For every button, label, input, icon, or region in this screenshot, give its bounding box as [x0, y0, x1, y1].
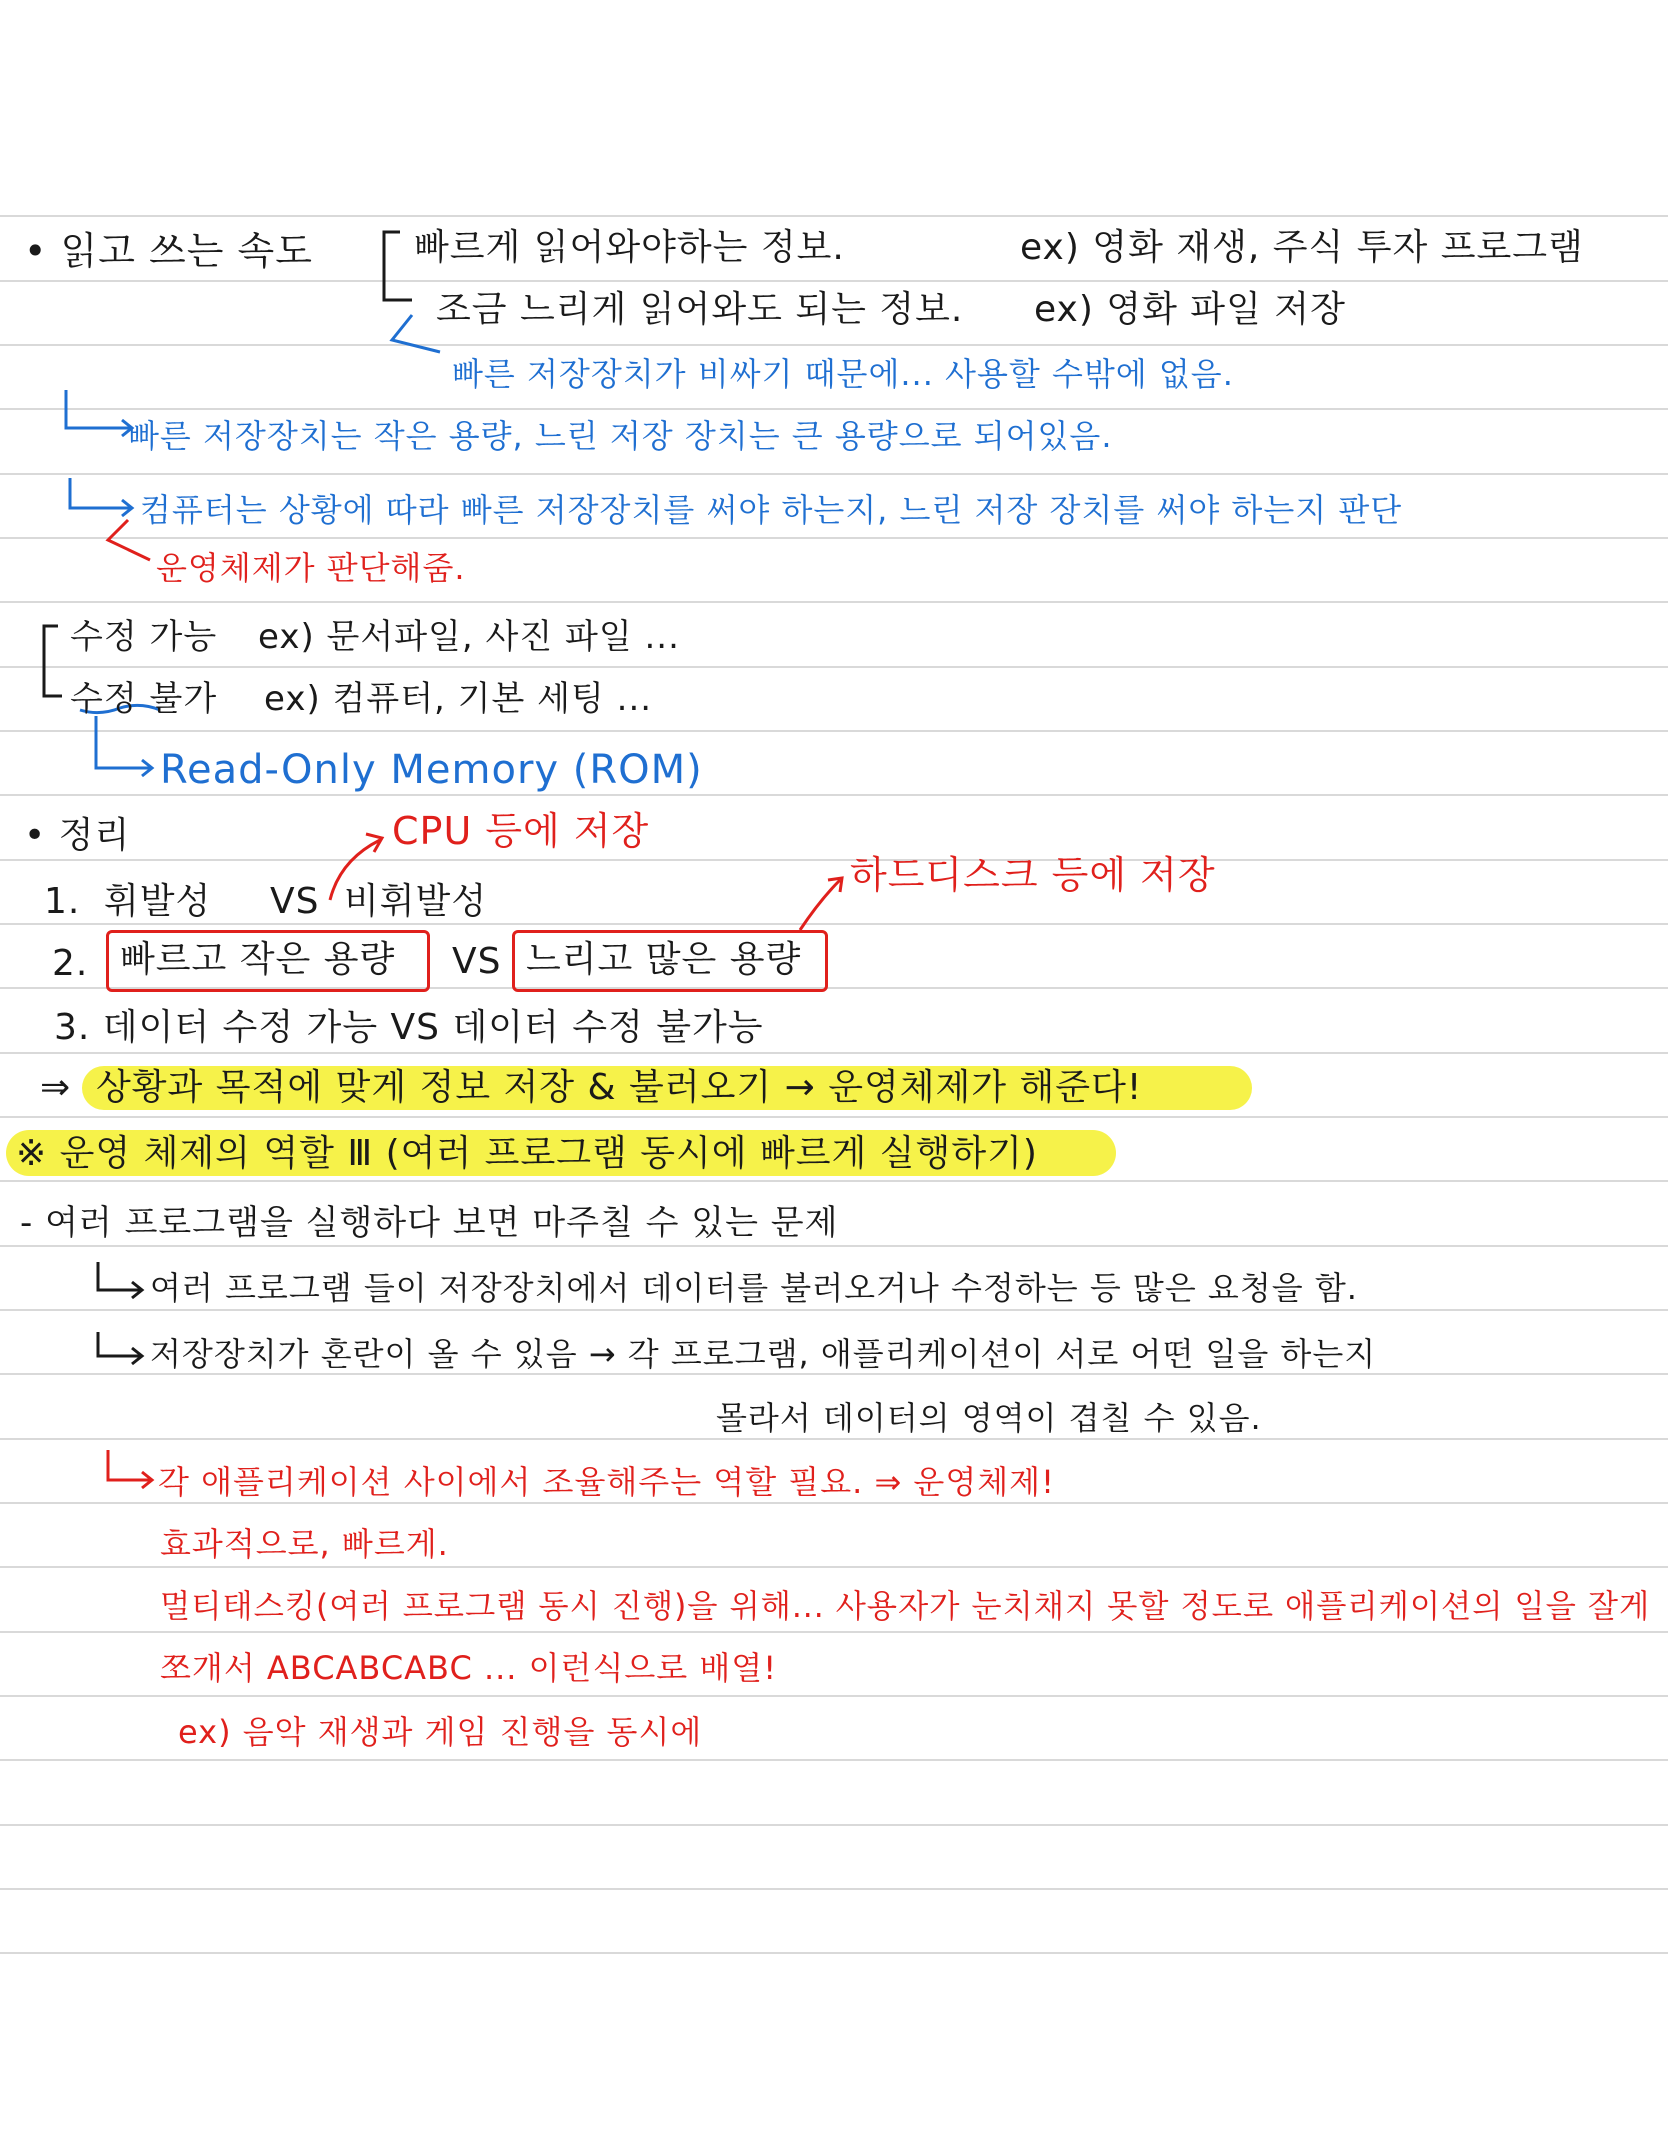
conclusion-arrow: ⇒: [40, 1067, 72, 1108]
item2-vs: VS: [452, 941, 502, 982]
item2-fast-small: 빠르고 작은 용량: [120, 939, 396, 980]
not-editable-example: ex) 컴퓨터, 기본 세팅 ...: [264, 679, 653, 719]
note-judgement: 컴퓨터는 상황에 따라 빠른 저장장치를 써야 하는지, 느린 저장 장치를 써야 하는지 판단: [140, 491, 1403, 529]
item1-nonvolatile: 비휘발성: [344, 881, 488, 922]
item1-number: 1.: [44, 881, 81, 922]
problem-overlap: 몰라서 데이터의 영역이 겹칠 수 있음.: [716, 1399, 1262, 1437]
summary-heading: • 정리: [24, 815, 131, 856]
note-capacity: 빠른 저장장치는 작은 용량, 느린 저장 장치는 큰 용량으로 되어있음.: [128, 417, 1113, 455]
item2-number: 2.: [52, 943, 89, 984]
problem-heading: - 여러 프로그램을 실행하다 보면 마주칠 수 있는 문제: [20, 1203, 839, 1243]
note-expensive: 빠른 저장장치가 비싸기 때문에... 사용할 수밖에 없음.: [452, 355, 1234, 393]
split-note: 쪼개서 ABCABCABC ... 이런식으로 배열!: [160, 1649, 778, 1687]
rom-label: Read-Only Memory (ROM): [160, 747, 703, 793]
item3-editability: 3. 데이터 수정 가능 VS 데이터 수정 불가능: [54, 1007, 764, 1048]
item1-volatile: 휘발성: [104, 881, 212, 922]
item2-slow-large: 느리고 많은 용량: [526, 939, 802, 980]
cpu-note: CPU 등에 저장: [392, 809, 650, 853]
editable-label: 수정 가능: [70, 617, 218, 657]
example-music-game: ex) 음악 재생과 게임 진행을 동시에: [178, 1713, 703, 1751]
role3-heading: ※ 운영 체제의 역할 Ⅲ (여러 프로그램 동시에 빠르게 실행하기): [16, 1133, 1038, 1174]
slow-info-item: 조금 느리게 읽어와도 되는 정보.: [436, 289, 964, 330]
efficient-note: 효과적으로, 빠르게.: [160, 1525, 449, 1563]
problem-requests: 여러 프로그램 들이 저장장치에서 데이터를 불러오거나 수정하는 등 많은 요청을 함.: [150, 1269, 1358, 1307]
problem-confusion: 저장장치가 혼란이 올 수 있음 → 각 프로그램, 애플리케이션이 서로 어떤 일을 하는지: [150, 1335, 1377, 1373]
slow-info-example: ex) 영화 파일 저장: [1034, 289, 1346, 330]
item1-vs: VS: [270, 881, 320, 922]
multitasking-note: 멀티태스킹(여러 프로그램 동시 진행)을 위해... 사용자가 눈치채지 못할 정도로 애플리케이션의 일을 잘게: [160, 1587, 1651, 1625]
fast-info-example: ex) 영화 재생, 주식 투자 프로그램: [1020, 227, 1584, 268]
hdd-note: 하드디스크 등에 저장: [850, 853, 1216, 897]
speed-heading: • 읽고 쓰는 속도: [24, 229, 313, 273]
not-editable-label: 수정 불가: [70, 679, 218, 719]
note-os-judges: 운영체제가 판단해줌.: [156, 549, 466, 587]
conclusion-text: 상황과 목적에 맞게 정보 저장 & 불러오기 → 운영체제가 해준다!: [96, 1067, 1143, 1108]
editable-example: ex) 문서파일, 사진 파일 ...: [258, 617, 680, 657]
os-coordinator-note: 각 애플리케이션 사이에서 조율해주는 역할 필요. ⇒ 운영체제!: [158, 1463, 1055, 1501]
fast-info-item: 빠르게 읽어와야하는 정보.: [414, 227, 845, 268]
